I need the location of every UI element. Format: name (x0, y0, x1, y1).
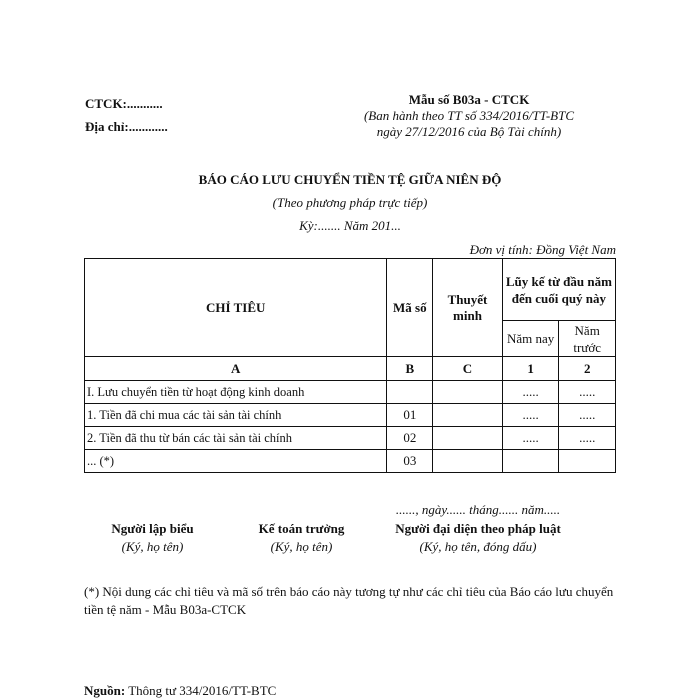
row-this-year: ..... (502, 427, 559, 450)
signature-accountant (244, 520, 359, 556)
row-last-year: ..... (559, 381, 616, 404)
row-code (387, 381, 433, 404)
report-method: (Theo phương pháp trực tiếp) (272, 195, 428, 210)
header-last-year: Năm trước (559, 321, 616, 357)
column-letters-row (85, 357, 616, 381)
report-period: Kỳ:....... Năm 201... (299, 218, 401, 233)
header-code: Mã số (387, 259, 433, 357)
table-row (85, 381, 616, 404)
source-value: Thông tư 334/2016/TT-BTC (125, 683, 277, 698)
table-row (85, 404, 616, 427)
header-this-year: Năm nay (502, 321, 559, 357)
signature-date: ......, ngày...... tháng...... năm..... (395, 502, 561, 517)
report-title: BÁO CÁO LƯU CHUYỂN TIỀN TỆ GIỮA NIÊN ĐỘ (198, 172, 502, 187)
preparer-title: Người lập biểu (111, 521, 194, 536)
table-row (85, 427, 616, 450)
currency-unit: Đơn vị tính: Đồng Việt Nam (469, 242, 616, 257)
letter-cell: B (387, 357, 433, 381)
letter-cell: 2 (559, 357, 616, 381)
row-last-year: ..... (559, 427, 616, 450)
cash-flow-table (84, 258, 616, 473)
row-code: 03 (387, 450, 433, 473)
footnote: (*) Nội dung các chỉ tiêu và mã số trên báo cáo này tương tự như các chỉ tiêu của Báo cáo lưu chuyển tiền tệ năm - Mẫu B03a-CTCK (84, 584, 614, 617)
row-label: 1. Tiền đã chi mua các tài sản tài chính (85, 404, 387, 427)
issued-by-line2: ngày 27/12/2016 của Bộ Tài chính) (376, 124, 562, 139)
row-this-year: ..... (502, 381, 559, 404)
company-info (85, 92, 168, 138)
representative-title: Người đại diện theo pháp luật (395, 521, 561, 536)
form-number: Mẫu số B03a - CTCK (408, 92, 530, 107)
row-label: ... (*) (85, 450, 387, 473)
address-line: Địa chỉ:............ (85, 119, 168, 134)
row-note (433, 450, 503, 473)
row-last-year (559, 450, 616, 473)
row-code: 01 (387, 404, 433, 427)
ctck-line: CTCK:........... (85, 96, 163, 111)
row-label: 2. Tiền đã thu từ bán các tài sản tài chính (85, 427, 387, 450)
accountant-sign-note: (Ký, họ tên) (270, 539, 333, 554)
header-note: Thuyết minh (433, 259, 503, 357)
row-note (433, 404, 503, 427)
letter-cell: C (433, 357, 503, 381)
row-note (433, 381, 503, 404)
header-cumulative: Lũy kế từ đầu năm đến cuối quý này (502, 259, 615, 321)
table-row (85, 450, 616, 473)
form-info (340, 92, 598, 140)
row-this-year: ..... (502, 404, 559, 427)
issued-by-line1: (Ban hành theo TT số 334/2016/TT-BTC (363, 108, 575, 123)
preparer-sign-note: (Ký, họ tên) (121, 539, 184, 554)
row-note (433, 427, 503, 450)
representative-sign-note: (Ký, họ tên, đóng dấu) (419, 539, 537, 554)
row-last-year: ..... (559, 404, 616, 427)
signature-preparer (95, 520, 210, 556)
accountant-title: Kế toán trưởng (258, 521, 345, 536)
signature-representative (378, 520, 578, 556)
row-label: I. Lưu chuyển tiền từ hoạt động kinh doanh (85, 381, 387, 404)
row-this-year (502, 450, 559, 473)
header-indicator: CHỈ TIÊU (85, 259, 387, 357)
letter-cell: A (85, 357, 387, 381)
source-line (84, 683, 276, 699)
row-code: 02 (387, 427, 433, 450)
letter-cell: 1 (502, 357, 559, 381)
source-label: Nguồn: (84, 683, 126, 698)
